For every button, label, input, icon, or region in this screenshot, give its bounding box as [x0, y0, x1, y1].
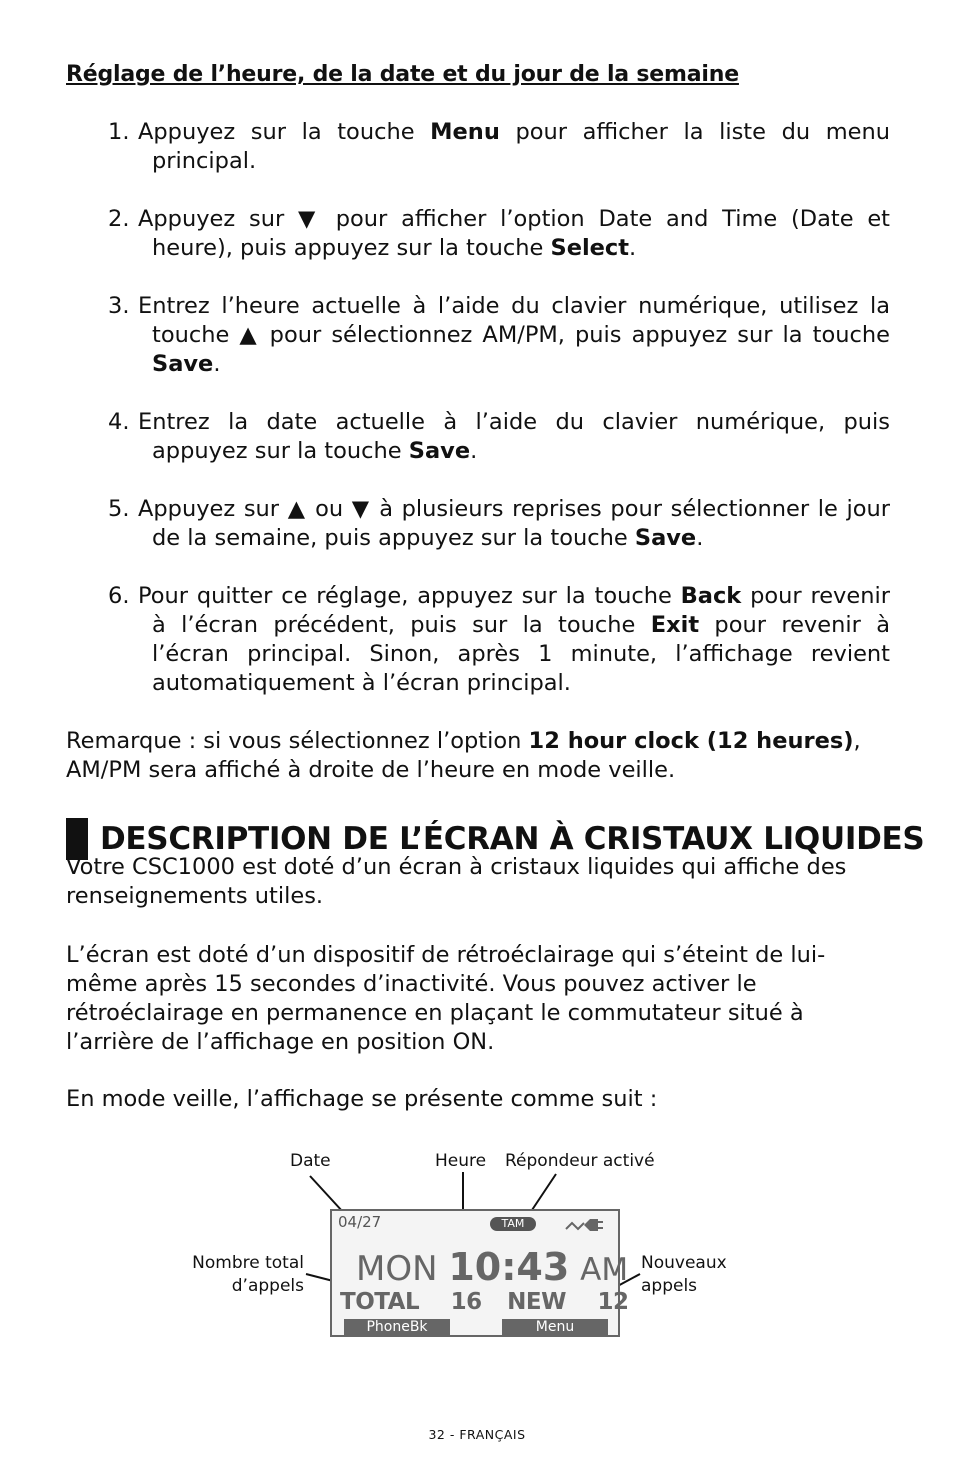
- lcd-total-value: 16: [450, 1289, 482, 1315]
- step-text: pour revenir à l’écran précédent, puis sur la touche: [152, 583, 890, 638]
- step-text: .: [696, 525, 704, 551]
- step-number: 5.: [108, 496, 130, 522]
- callout-new-line2: appels: [641, 1276, 698, 1296]
- step-text: Appuyez sur ▲ ou ▼ à plusieurs reprises pour sélectionner le jour de la semaine, puis appuyez sur la touche: [138, 496, 890, 551]
- section-title: Réglage de l’heure, de la date et du jour de la semaine: [66, 62, 739, 87]
- step-number: 2.: [108, 206, 130, 232]
- lcd-ampm: AM: [580, 1252, 629, 1288]
- step-item: [108, 495, 890, 553]
- lcd-date: 04/27: [338, 1213, 382, 1231]
- key-name: Select: [550, 235, 630, 261]
- step-text: Entrez la date actuelle à l’aide du clavier numérique, puis appuyez sur la touche: [138, 409, 890, 464]
- step-item: [108, 582, 890, 698]
- softkey-menu: Menu: [502, 1319, 608, 1336]
- step-item: [108, 292, 890, 379]
- step-text: .: [629, 235, 637, 261]
- callout-new-line1: Nouveaux: [641, 1253, 727, 1273]
- step-number: 1.: [108, 119, 130, 145]
- callout-total: [188, 1252, 304, 1298]
- standby-paragraph: En mode veille, l’affichage se présente comme suit :: [66, 1086, 658, 1112]
- lcd-new-label: NEW: [507, 1289, 566, 1315]
- key-name: Save: [152, 351, 214, 377]
- note-option: 12 hour clock (12 heures): [528, 728, 854, 754]
- key-name: Back: [680, 583, 742, 609]
- step-text: pour revenir à l’écran principal. Sinon, après 1 minute, l’affichage revient automatiquement à l’écran principal.: [152, 612, 890, 696]
- page-footer: 32 - FRANÇAIS: [428, 1427, 526, 1442]
- callout-new: [641, 1252, 727, 1298]
- power-plug-icon: [564, 1215, 604, 1235]
- lcd-day: MON: [356, 1249, 438, 1289]
- lcd-diagram: [180, 1146, 740, 1346]
- softkey-phonebook: PhoneBk: [344, 1319, 450, 1336]
- steps-list: [108, 118, 890, 727]
- step-text: Entrez l’heure actuelle à l’aide du clavier numérique, utilisez la touche ▲ pour sélectionnez AM/PM, puis appuyez sur la touche: [138, 293, 890, 348]
- key-name: Save: [634, 525, 697, 551]
- step-text: pour afficher la liste du menu principal.: [152, 119, 890, 174]
- step-text: Appuyez sur la touche: [138, 119, 431, 145]
- lcd-time-row: [356, 1247, 628, 1290]
- key-name: Menu: [430, 119, 500, 145]
- lcd-total-label: TOTAL: [340, 1289, 420, 1315]
- callout-heure: Heure: [435, 1151, 487, 1171]
- key-name: Exit: [650, 612, 700, 638]
- note-text: , AM/PM sera affiché à droite de l’heure en mode veille.: [66, 728, 861, 783]
- step-text: Pour quitter ce réglage, appuyez sur la touche: [138, 583, 681, 609]
- note-text: Remarque : si vous sélectionnez l’option: [66, 728, 529, 754]
- tam-badge: TAM: [490, 1217, 536, 1231]
- lcd-counts-row: [340, 1289, 629, 1315]
- step-number: 6.: [108, 583, 130, 609]
- callout-total-line1: Nombre total: [192, 1253, 304, 1273]
- step-item: [108, 205, 890, 263]
- lcd-screen: [330, 1209, 629, 1337]
- intro-paragraph: Votre CSC1000 est doté d’un écran à cristaux liquides qui affiche des renseignements utiles.: [66, 854, 847, 909]
- callout-date: Date: [290, 1151, 331, 1171]
- lcd-time: 10:43: [448, 1245, 570, 1289]
- callout-total-line2: d’appels: [231, 1276, 304, 1296]
- step-number: 3.: [108, 293, 130, 319]
- key-name: Save: [408, 438, 471, 464]
- step-item: [108, 408, 890, 466]
- note-paragraph: [66, 727, 896, 785]
- heading-text: DESCRIPTION DE L’ÉCRAN À CRISTAUX LIQUIDES: [100, 821, 925, 857]
- lcd-new-value: 12: [597, 1289, 629, 1315]
- step-number: 4.: [108, 409, 130, 435]
- step-text: .: [470, 438, 478, 464]
- step-text: .: [213, 351, 221, 377]
- step-item: [108, 118, 890, 176]
- callout-repondeur: Répondeur activé: [505, 1151, 655, 1171]
- step-text: Appuyez sur ▼ pour afficher l’option Date and Time (Date et heure), puis appuyez sur la touche: [138, 206, 890, 261]
- backlight-paragraph: L’écran est doté d’un dispositif de rétroéclairage qui s’éteint de lui-même après 15 secondes d’inactivité. Vous pouvez activer le rétroéclairage en permanence en plaçant le commutateur situé à l’arrière de l’affichage en position ON.: [66, 942, 826, 1055]
